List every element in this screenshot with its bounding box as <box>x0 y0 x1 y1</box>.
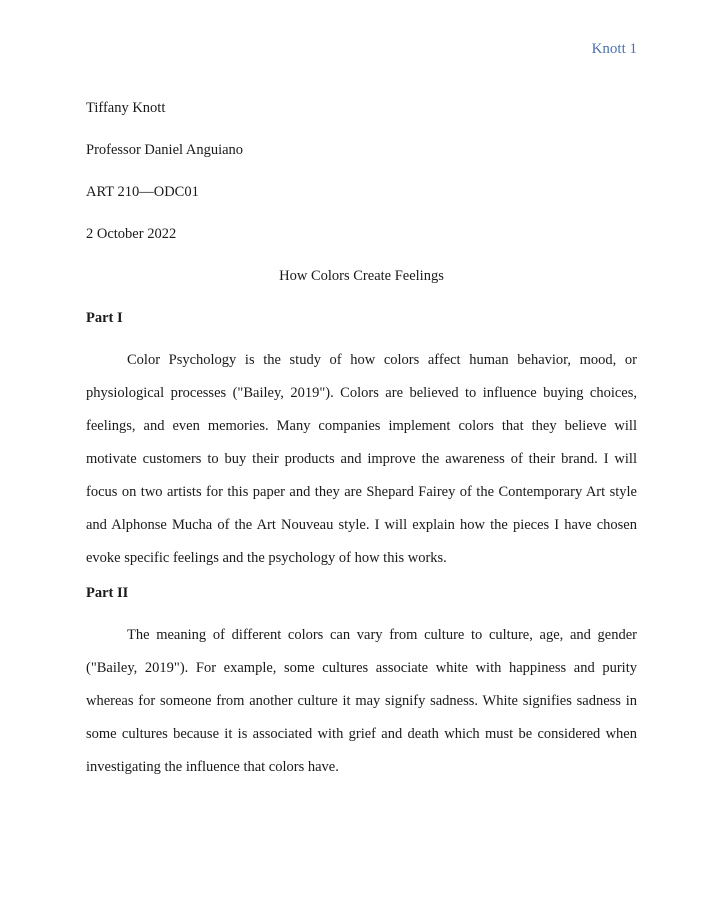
running-head: Knott 1 <box>591 41 637 57</box>
paper-title: How Colors Create Feelings <box>279 268 444 284</box>
professor-name: Professor Daniel Anguiano <box>86 142 244 158</box>
section-paragraph-part-2: The meaning of different colors can vary from culture to culture, age, and gender ("Bailey, 2019"). For example, some cultures associate white with happiness and purity whereas for someone from another culture it may signify sadness. White signifies sadness in some cultures because it is associated with grief and death which must be considered when investigating the influence that colors have. <box>86 627 637 775</box>
section-paragraph-part-1: Color Psychology is the study of how colors affect human behavior, mood, or physiological processes ("Bailey, 2019"). Colors are believed to influence buying choices, feelings, and even memories. Many companies implement colors that they believe will motivate customers to buy their products and improve the awareness of their brand. I will focus on two artists for this paper and they are Shepard Fairey of the Contemporary Art style and Alphonse Mucha of the Art Nouveau style. I will explain how the pieces I have chosen evoke specific feelings and the psychology of how this works. <box>86 352 637 566</box>
section-heading-part-2: Part II <box>86 585 129 601</box>
student-name: Tiffany Knott <box>86 100 166 116</box>
section-heading-part-1: Part I <box>86 310 123 326</box>
paper-date: 2 October 2022 <box>86 226 177 242</box>
document-body <box>86 99 637 793</box>
course-code: ART 210—ODC01 <box>86 184 199 200</box>
